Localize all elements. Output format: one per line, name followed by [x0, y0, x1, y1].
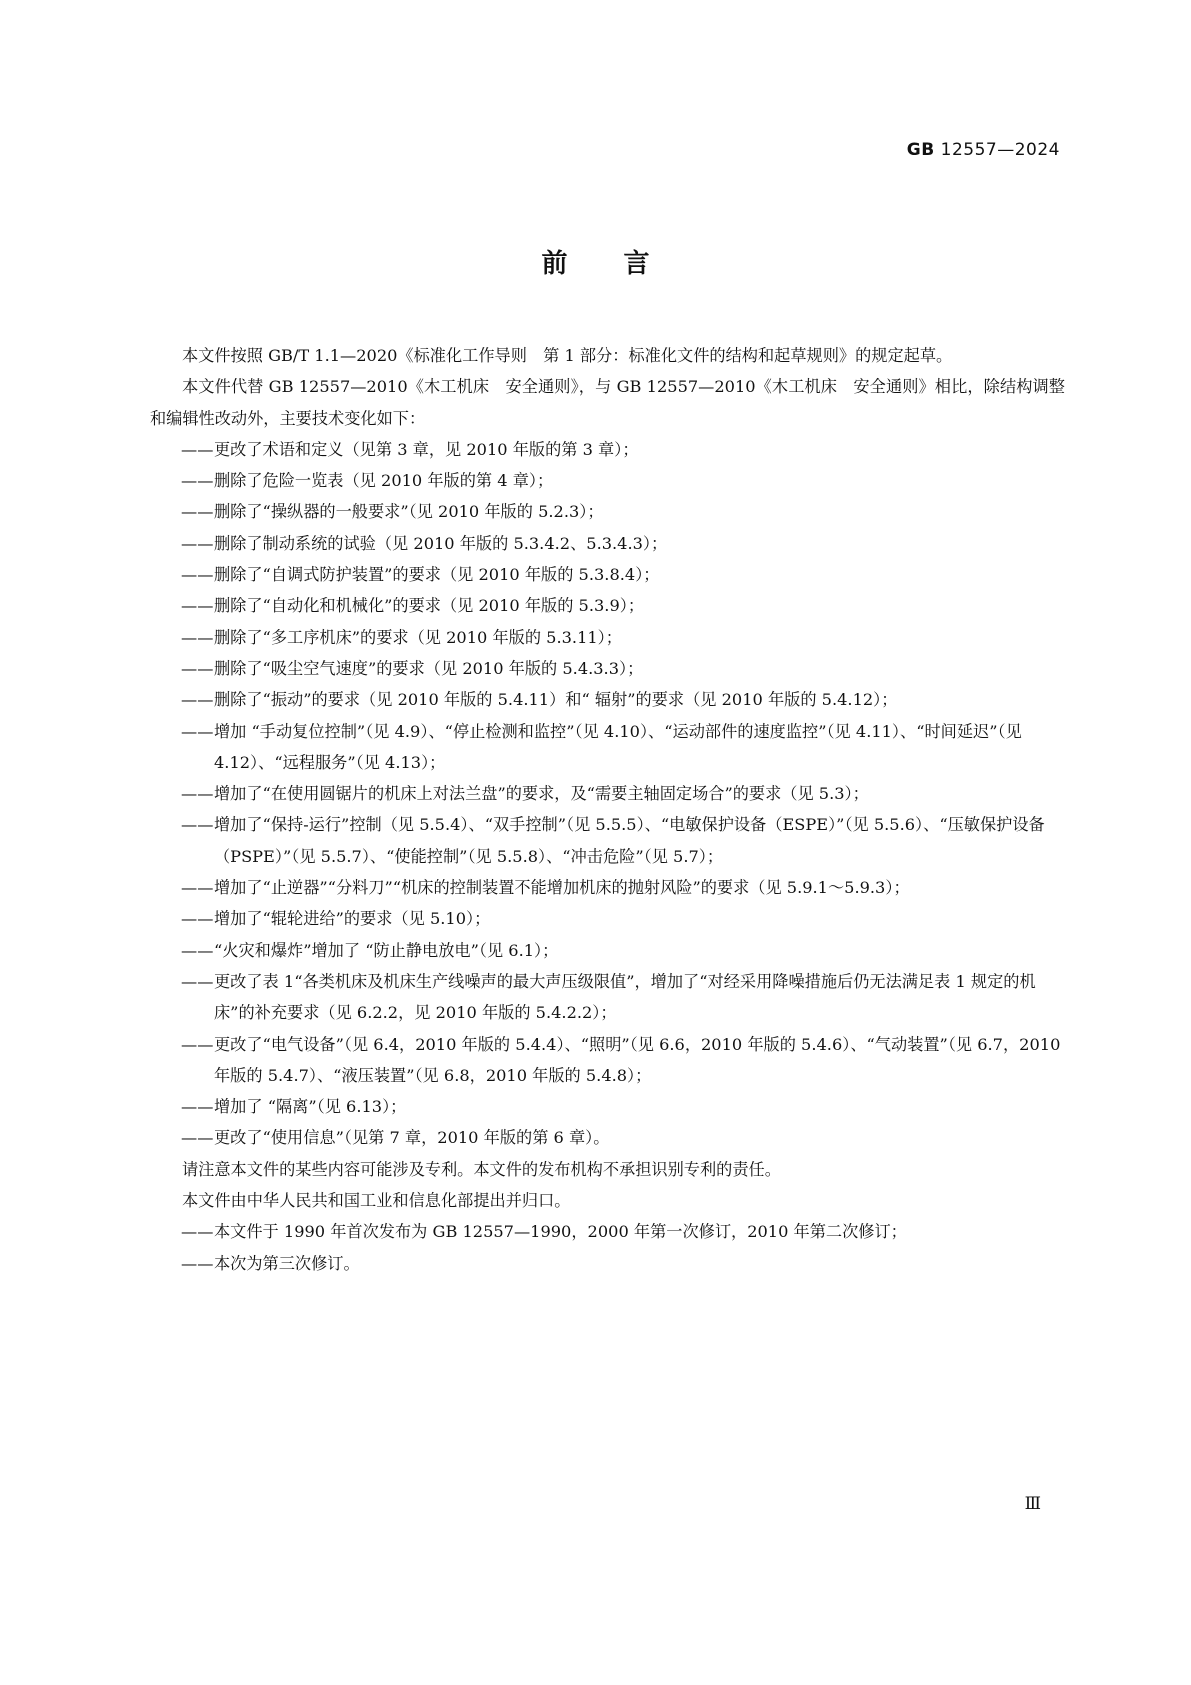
dash-marker: —— [181, 721, 214, 741]
list-item [150, 809, 1065, 872]
list-item-text: 增加了“保持-运行”控制（见 5.5.4）、“双手控制”（见 5.5.5）、“电敏保护设备（ESPE）”（见 5.5.6）、“压敏保护设备（PSPE）”（见 5.5.7）、“使能控制”（见 5.5.8）、“冲击危险”（见 5.7）； [214, 815, 1045, 866]
list-item-text: 本文件于 1990 年首次发布为 GB 12557—1990，2000 年第一次修订，2010 年第二次修订； [214, 1222, 907, 1242]
list-item-text: 删除了“多工序机床”的要求（见 2010 年版的 5.3.11）； [214, 627, 622, 647]
page-title: 前言 [541, 249, 706, 279]
list-item-text: 删除了制动系统的试验（见 2010 年版的 5.3.4.2、5.3.4.3）； [214, 533, 668, 553]
list-item-text: 删除了“振动”的要求（见 2010 年版的 5.4.11）和“ 辐射”的要求（见 2010 年版的 5.4.12）； [214, 690, 898, 710]
list-item [150, 778, 1065, 809]
page-number: Ⅲ [1024, 1494, 1041, 1514]
dash-marker: —— [181, 439, 214, 459]
list-item-text: 删除了“自动化和机械化”的要求（见 2010 年版的 5.3.9）； [214, 596, 645, 616]
list-item [150, 653, 1065, 684]
dash-marker: —— [181, 815, 214, 835]
list-item [150, 684, 1065, 715]
list-item [150, 1216, 1065, 1247]
list-item-text: 增加了“止逆器”“分料刀”“机床的控制装置不能增加机床的抛射风险”的要求（见 5.9.1～5.9.3）； [214, 878, 910, 898]
dash-marker: —— [181, 1034, 214, 1054]
list-item [150, 716, 1065, 779]
dash-marker: —— [181, 596, 214, 616]
proposer-notice: 本文件由中华人民共和国工业和信息化部提出并归口。 [182, 1191, 571, 1211]
standard-code-header [907, 140, 1060, 160]
list-item [150, 872, 1065, 903]
dash-marker: —— [181, 971, 214, 991]
dash-marker: —— [181, 471, 214, 491]
dash-marker: —— [181, 1097, 214, 1117]
list-item [150, 496, 1065, 527]
list-item-text: 更改了表 1“各类机床及机床生产线噪声的最大声压级限值”，增加了“对经采用降噪措施后仍无法满足表 1 规定的机床”的补充要求（见 6.2.2，见 2010 年版的 5.4.2.2）； [214, 971, 1036, 1023]
dash-marker: —— [181, 690, 214, 710]
standard-number: 12557—2024 [940, 140, 1060, 160]
list-item-text: 更改了“电气设备”（见 6.4，2010 年版的 5.4.4）、“照明”（见 6.6，2010 年版的 5.4.6）、“气动装置”（见 6.7，2010 年版的 5.4.7）、“液压装置”（见 6.8，2010 年版的 5.4.8）； [214, 1034, 1061, 1085]
list-item [150, 1029, 1065, 1092]
list-item [150, 622, 1065, 653]
dash-marker: —— [181, 533, 214, 553]
dash-marker: —— [181, 1253, 214, 1273]
replacement-paragraph: 本文件代替 GB 12557—2010《木工机床 安全通则》，与 GB 12557—2010《木工机床 安全通则》相比，除结构调整和编辑性改动外，主要技术变化如下： [150, 377, 1065, 428]
list-item-text: 更改了术语和定义（见第 3 章，见 2010 年版的第 3 章）； [214, 439, 639, 459]
list-item-text: 本次为第三次修订。 [214, 1253, 360, 1273]
technical-changes-list [150, 434, 1065, 1154]
dash-marker: —— [181, 658, 214, 678]
list-item-text: 增加了“在使用圆锯片的机床上对法兰盘”的要求，及“需要主轴固定场合”的要求（见 5.3）； [214, 784, 869, 804]
dash-marker: —— [181, 502, 214, 522]
list-item [150, 1091, 1065, 1122]
list-item-text: 更改了“使用信息”（见第 7 章，2010 年版的第 6 章）。 [214, 1128, 610, 1148]
list-item [150, 966, 1065, 1029]
list-item-text: 删除了危险一览表（见 2010 年版的第 4 章）； [214, 471, 554, 491]
dash-marker: —— [181, 878, 214, 898]
list-item [150, 559, 1065, 590]
list-item [150, 1122, 1065, 1153]
list-item-text: 增加 “手动复位控制”（见 4.9）、“停止检测和监控”（见 4.10）、“运动部件的速度监控”（见 4.11）、“时间延迟”（见 4.12）、“远程服务”（见 4.13）； [214, 721, 1022, 772]
revision-history-list [150, 1216, 1065, 1279]
dash-marker: —— [181, 627, 214, 647]
drafting-rules-paragraph: 本文件按照 GB/T 1.1—2020《标准化工作导则 第 1 部分：标准化文件的结构和起草规则》的规定起草。 [182, 346, 953, 365]
dash-marker: —— [181, 1222, 214, 1242]
list-item [150, 1248, 1065, 1279]
list-item [150, 935, 1065, 966]
list-item [150, 903, 1065, 934]
list-item-text: “火灾和爆炸”增加了 “防止静电放电”（见 6.1）； [214, 940, 559, 960]
list-item [150, 434, 1065, 465]
dash-marker: —— [181, 1128, 214, 1148]
foreword-body [150, 340, 1065, 1279]
list-item-text: 删除了“操纵器的一般要求”（见 2010 年版的 5.2.3）； [214, 502, 604, 522]
dash-marker: —— [181, 909, 214, 929]
list-item-text: 删除了“自调式防护装置”的要求（见 2010 年版的 5.3.8.4）； [214, 565, 660, 585]
list-item [150, 528, 1065, 559]
dash-marker: —— [181, 784, 214, 804]
list-item [150, 465, 1065, 496]
list-item-text: 增加了“辊轮进给”的要求（见 5.10）； [214, 909, 491, 929]
list-item [150, 590, 1065, 621]
list-item-text: 增加了 “隔离”（见 6.13）； [214, 1097, 407, 1117]
standard-prefix: GB [906, 140, 935, 160]
dash-marker: —— [181, 565, 214, 585]
list-item-text: 删除了“吸尘空气速度”的要求（见 2010 年版的 5.4.3.3）； [214, 658, 644, 678]
patent-notice: 请注意本文件的某些内容可能涉及专利。本文件的发布机构不承担识别专利的责任。 [182, 1159, 781, 1179]
dash-marker: —— [181, 940, 214, 960]
